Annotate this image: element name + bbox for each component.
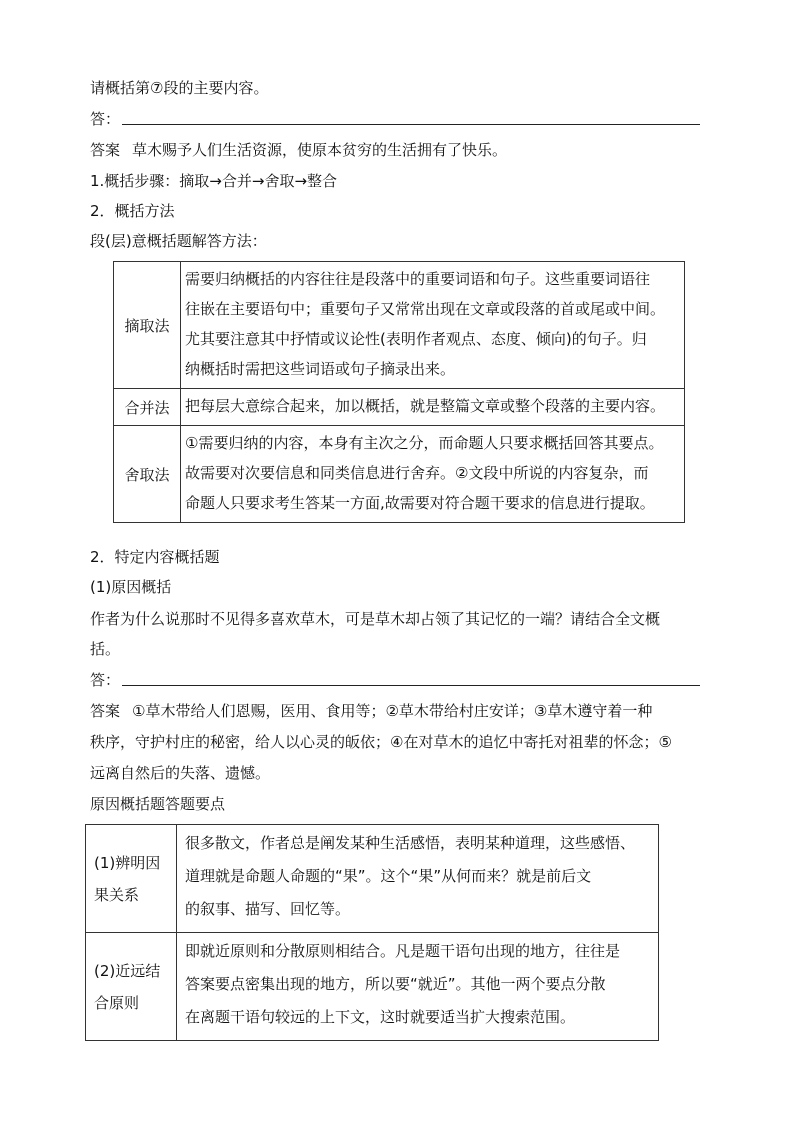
q2-answer-field[interactable] (122, 685, 700, 686)
q2-key-line-1 (90, 701, 652, 721)
q2-key-line-3: 远离自然后的失落、遗憾。 (90, 764, 271, 782)
q2-key-text: ①草木带给人们恩赐，医用、食用等；②草木带给村庄安详；③草木遵守着一种 (132, 702, 653, 720)
desc-line: 在离题干语句较远的上下文，这时就要适当扩大搜索范围。 (185, 1008, 576, 1026)
table-row (86, 933, 659, 1041)
point-name (86, 933, 177, 1041)
q2-line-2: 括。 (90, 640, 121, 658)
desc-line: 命题人只要求考生答某一方面,故需要对符合题干要求的信息进行提取。 (185, 494, 655, 512)
method-name: 舍取法 (114, 426, 181, 523)
q1-key (90, 140, 507, 160)
point-name-line: 合原则 (94, 993, 140, 1012)
point-name-line: 果关系 (94, 885, 140, 904)
section2-heading: 2．特定内容概括题 (90, 548, 220, 566)
desc-line: 纳概括时需把这些词语或句子摘录出来。 (185, 360, 456, 378)
points-heading: 原因概括题答题要点 (90, 795, 226, 813)
q1-key-text: 草木赐予人们生活资源，使原本贫穷的生活拥有了快乐。 (132, 141, 508, 159)
point-name-line: (2)近远结 (94, 961, 161, 980)
point-desc (177, 825, 659, 933)
section2-subheading: (1)原因概括 (90, 578, 172, 596)
method-name: 摘取法 (114, 262, 181, 389)
desc-line: 尤其要注意其中抒情或议论性(表明作者观点、态度、倾向)的句子。归 (185, 330, 647, 348)
q1-answer-label: 答： (90, 110, 121, 128)
q1-prompt: 请概括第⑦段的主要内容。 (90, 79, 269, 97)
desc-line: 往嵌在主要语句中；重要句子又常常出现在文章或段落的首或尾或中间。 (185, 300, 666, 318)
desc-line: 把每层大意综合起来，加以概括，就是整篇文章或整个段落的主要内容。 (185, 397, 666, 415)
desc-line: 的叙事、描写、回忆等。 (185, 900, 351, 918)
table-row (114, 389, 685, 426)
table-row (114, 426, 685, 523)
q2-key-label: 答案 (90, 702, 121, 720)
point-name (86, 825, 177, 933)
method-name: 合并法 (114, 389, 181, 426)
point-name-line: (1)辨明因 (94, 853, 161, 872)
desc-line: ①需要归纳的内容，本身有主次之分，而命题人只要求概括回答其要点。 (185, 434, 664, 452)
q2-key-line-2: 秩序，守护村庄的秘密，给人以心灵的皈依；④在对草木的追忆中寄托对祖辈的怀念；⑤ (90, 733, 672, 751)
desc-line: 答案要点密集出现的地方，所以要“就近”。其他一两个要点分散 (185, 975, 606, 993)
method-desc (181, 262, 685, 389)
method-desc (181, 389, 685, 426)
table-row (114, 262, 685, 389)
methods-intro: 段(层)意概括题解答方法： (90, 232, 267, 250)
desc-line: 故需要对次要信息和同类信息进行舍弃。②文段中所说的内容复杂，而 (185, 464, 649, 482)
table-row (86, 825, 659, 933)
q2-answer-label: 答： (90, 671, 121, 689)
point-desc (177, 933, 659, 1041)
q1-answer-field[interactable] (122, 124, 700, 125)
desc-line: 很多散文，作者总是阐发某种生活感悟，表明某种道理，这些感悟、 (185, 834, 636, 852)
points-table (85, 824, 659, 1041)
q2-line-1: 作者为什么说那时不见得多喜欢草木，可是草木却占领了其记忆的一端？请结合全文概 (90, 610, 661, 628)
desc-line: 道理就是命题人命题的“果”。这个“果”从何而来？就是前后文 (185, 867, 592, 885)
method-desc (181, 426, 685, 523)
q1-key-label: 答案 (90, 141, 121, 159)
desc-line: 即就近原则和分散原则相结合。凡是题干语句出现的地方，往往是 (185, 942, 621, 960)
methods-table (113, 261, 685, 523)
desc-line: 需要归纳概括的内容往往是段落中的重要词语和句子。这些重要词语往 (185, 270, 651, 288)
methods-heading: 2．概括方法 (90, 202, 175, 220)
steps-line: 1.概括步骤：摘取→合并→舍取→整合 (90, 172, 338, 190)
